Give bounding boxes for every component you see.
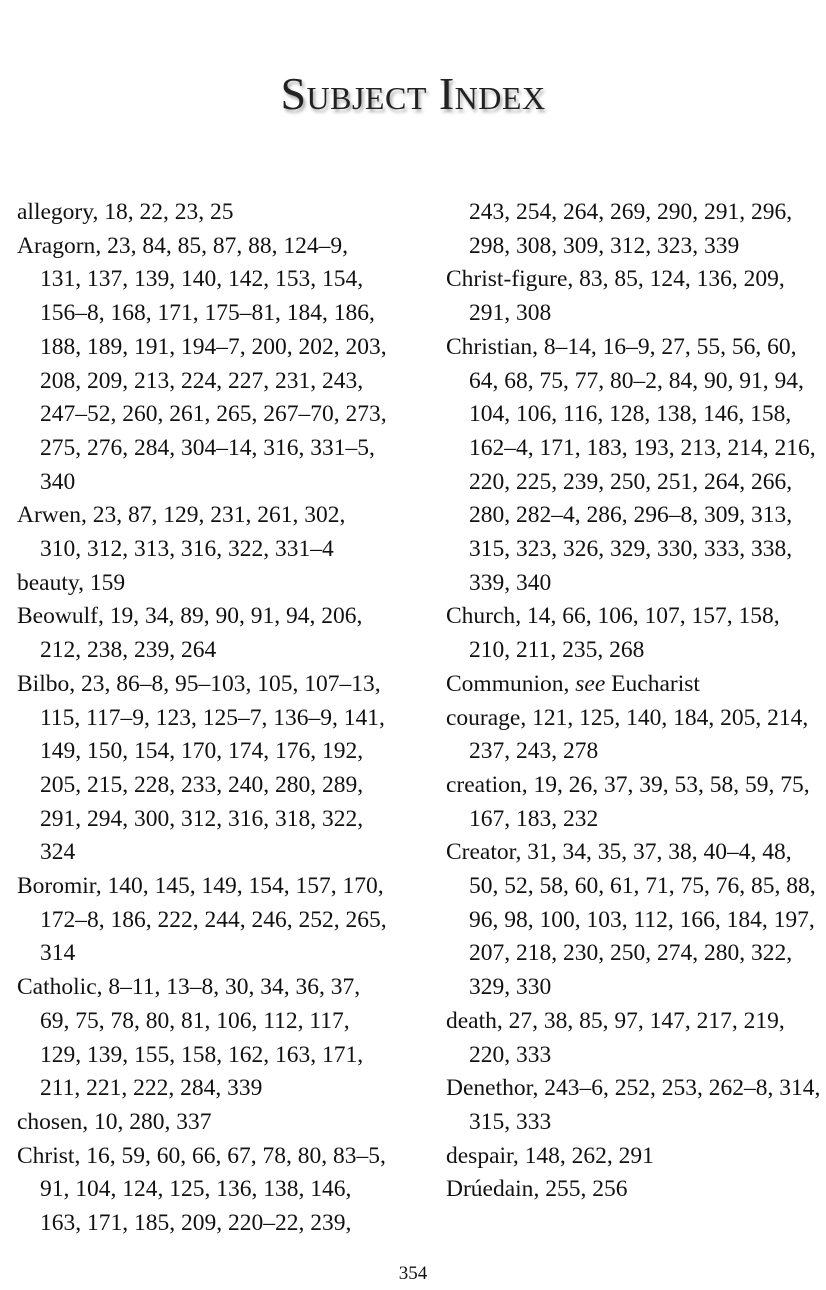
index-refs: 8–11, 13–8, 30, 34, 36, 37, 69, 75, 78, 80, 81, 106, 112, 117, 129, 139, 155, 158, 162, 163, 171, 211, 221, 222, 284, 339 [40,974,364,1102]
index-entry: chosen, 10, 280, 337 [17,1108,212,1135]
index-refs: 23, 87, 129, 231, 261, 302, 310, 312, 313, 316, 322, 331–4 [40,502,346,563]
index-refs: 10, 280, 337 [94,1108,212,1135]
index-refs: 16, 59, 60, 66, 67, 78, 80, 83–5, 91, 104, 124, 125, 136, 138, 146, 163, 171, 185, 209, 220–22, 239, [40,1142,386,1237]
index-refs: 31, 34, 35, 37, 38, 40–4, 48, 50, 52, 58, 60, 61, 71, 75, 76, 85, 88, 96, 98, 100, 103, 112, 166, 184, 197, 207, 218, 230, 250, 274, 280, 322, 329, 330 [469,839,816,1001]
index-entry: Christ, 16, 59, 60, 66, 67, 78, 80, 83–5, 91, 104, 124, 125, 136, 138, 146, 163, 171, 185, 209, 220–22, 239, [17,1142,386,1237]
index-entry: despair, 148, 262, 291 [446,1142,654,1169]
index-refs: 255, 256 [545,1176,628,1203]
index-refs: 18, 22, 23, 25 [104,199,234,225]
index-term: Arwen [17,502,81,529]
index-refs: 148, 262, 291 [524,1142,654,1169]
index-term: Drúedain [446,1176,534,1203]
index-entry: Beowulf, 19, 34, 89, 90, 91, 94, 206, 212, 238, 239, 264 [17,603,363,664]
index-refs: 83, 85, 124, 136, 209, 291, 308 [469,266,785,327]
index-column-left [17,196,389,1241]
index-entry: Catholic, 8–11, 13–8, 30, 34, 36, 37, 69, 75, 78, 80, 81, 106, 112, 117, 129, 139, 155, 158, 162, 163, 171, 211, 221, 222, 284, 339 [17,974,364,1102]
index-term: Bilbo [17,670,70,697]
index-entry: courage, 121, 125, 140, 184, 205, 214, 237, 243, 278 [446,704,809,765]
index-term: Boromir [17,873,96,900]
index-entry: Drúedain, 255, 256 [446,1176,628,1203]
index-refs: 19, 34, 89, 90, 91, 94, 206, 212, 238, 239, 264 [40,603,363,664]
index-term: Denethor [446,1075,533,1102]
index-term: chosen [17,1108,83,1135]
index-entry: creation, 19, 26, 37, 39, 53, 58, 59, 75, 167, 183, 232 [446,771,810,832]
index-refs: 23, 84, 85, 87, 88, 124–9, 131, 137, 139, 140, 142, 153, 154, 156–8, 168, 171, 175–81, 184, 186, 188, 189, 191, 194–7, 200, 202, 203, 208, 209, 213, 224, 227, 231, 243, 247–52, 260, 261, 265, 267–70, 273, 275, 276, 284, 304–14, 316, 331–5, 340 [40,232,387,495]
index-entry: Aragorn, 23, 84, 85, 87, 88, 124–9, 131, 137, 139, 140, 142, 153, 154, 156–8, 168, 171, 175–81, 184, 186, 188, 189, 191, 194–7, 200, 202, 203, 208, 209, 213, 224, 227, 231, 243, 247–52, 260, 261, 265, 267–70, 273, 275, 276, 284, 304–14, 316, 331–5, 340 [17,232,387,495]
index-refs: 159 [89,569,126,596]
index-entry: Denethor, 243–6, 252, 253, 262–8, 314, 315, 333 [446,1075,821,1135]
index-term: death [446,1007,497,1034]
index-term: Christ-figure [446,266,568,293]
index-entry: beauty, 159 [17,569,126,596]
index-column-right [446,196,821,1207]
index-refs: 140, 145, 149, 154, 157, 170, 172–8, 186, 222, 244, 246, 252, 265, 314 [40,873,387,967]
index-entry: Creator, 31, 34, 35, 37, 38, 40–4, 48, 50, 52, 58, 60, 61, 71, 75, 76, 85, 88, 96, 98, 100, 103, 112, 166, 184, 197, 207, 218, 230, 250, 274, 280, 322, 329, 330 [446,839,816,1001]
index-entry: allegory, 18, 22, 23, 25 [17,199,234,225]
see-label: see [575,670,606,697]
index-term: creation [446,771,522,798]
index-refs: 23, 86–8, 95–103, 105, 107–13, 115, 117–9, 123, 125–7, 136–9, 141, 149, 150, 154, 170, 174, 176, 192, 205, 215, 228, 233, 240, 280, 289, 291, 294, 300, 312, 316, 318, 322, 324 [40,670,385,866]
index-refs: 27, 38, 85, 97, 147, 217, 219, 220, 333 [469,1007,785,1068]
index-refs: 14, 66, 106, 107, 157, 158, 210, 211, 235, 268 [469,603,780,664]
index-term: Communion [446,670,564,697]
index-term: beauty [17,569,79,596]
index-term: Christ [17,1142,75,1169]
index-refs: 8–14, 16–9, 27, 55, 56, 60, 64, 68, 75, 77, 80–2, 84, 90, 91, 94, 104, 106, 116, 128, 138, 146, 158, 162–4, 171, 183, 193, 213, 214, 216, 220, 225, 239, 250, 251, 264, 266, 280, 282–4, 286, 296–8, 309, 313, 315, 323, 326, 329, 330, 333, 338, 339, 340 [469,333,816,596]
index-term: Christian [446,333,533,360]
index-term: Aragorn [17,232,96,259]
page-title: Subject Index [280,68,546,119]
index-refs: 121, 125, 140, 184, 205, 214, 237, 243, 278 [469,704,809,765]
see-target: Eucharist [611,670,700,697]
index-entry: Arwen, 23, 87, 129, 231, 261, 302, 310, 312, 313, 316, 322, 331–4 [17,502,346,563]
index-entry: death, 27, 38, 85, 97, 147, 217, 219, 220, 333 [446,1007,785,1068]
index-term: despair [446,1142,513,1169]
index-entry: Church, 14, 66, 106, 107, 157, 158, 210, 211, 235, 268 [446,603,780,664]
index-refs: 243–6, 252, 253, 262–8, 314, 315, 333 [469,1075,821,1135]
index-entry: Boromir, 140, 145, 149, 154, 157, 170, 172–8, 186, 222, 244, 246, 252, 265, 314 [17,873,387,967]
index-entry: Christian, 8–14, 16–9, 27, 55, 56, 60, 64, 68, 75, 77, 80–2, 84, 90, 91, 94, 104, 106, 116, 128, 138, 146, 158, 162–4, 171, 183, 193, 213, 214, 216, 220, 225, 239, 250, 251, 264, 266, 280, 282–4, 286, 296–8, 309, 313, 315, 323, 326, 329, 330, 333, 338, 339, 340 [446,333,816,596]
index-term: courage [446,704,521,731]
index-term: Beowulf [17,603,98,630]
index-entry: Communion, see Eucharist [446,670,700,697]
page-number: 354 [398,1263,428,1284]
index-term: Creator [446,839,516,866]
index-term: Catholic [17,974,97,1001]
index-term: Church [446,603,516,630]
index-entry: Christ-figure, 83, 85, 124, 136, 209, 291, 308 [446,266,785,327]
index-entry: Bilbo, 23, 86–8, 95–103, 105, 107–13, 115, 117–9, 123, 125–7, 136–9, 141, 149, 150, 154, 170, 174, 176, 192, 205, 215, 228, 233, 240, 280, 289, 291, 294, 300, 312, 316, 318, 322, 324 [17,670,385,866]
index-refs: 19, 26, 37, 39, 53, 58, 59, 75, 167, 183, 232 [469,771,810,832]
index-entry-continuation: 243, 254, 264, 269, 290, 291, 296, 298, 308, 309, 312, 323, 339 [469,199,793,259]
index-term: allegory [17,199,93,225]
